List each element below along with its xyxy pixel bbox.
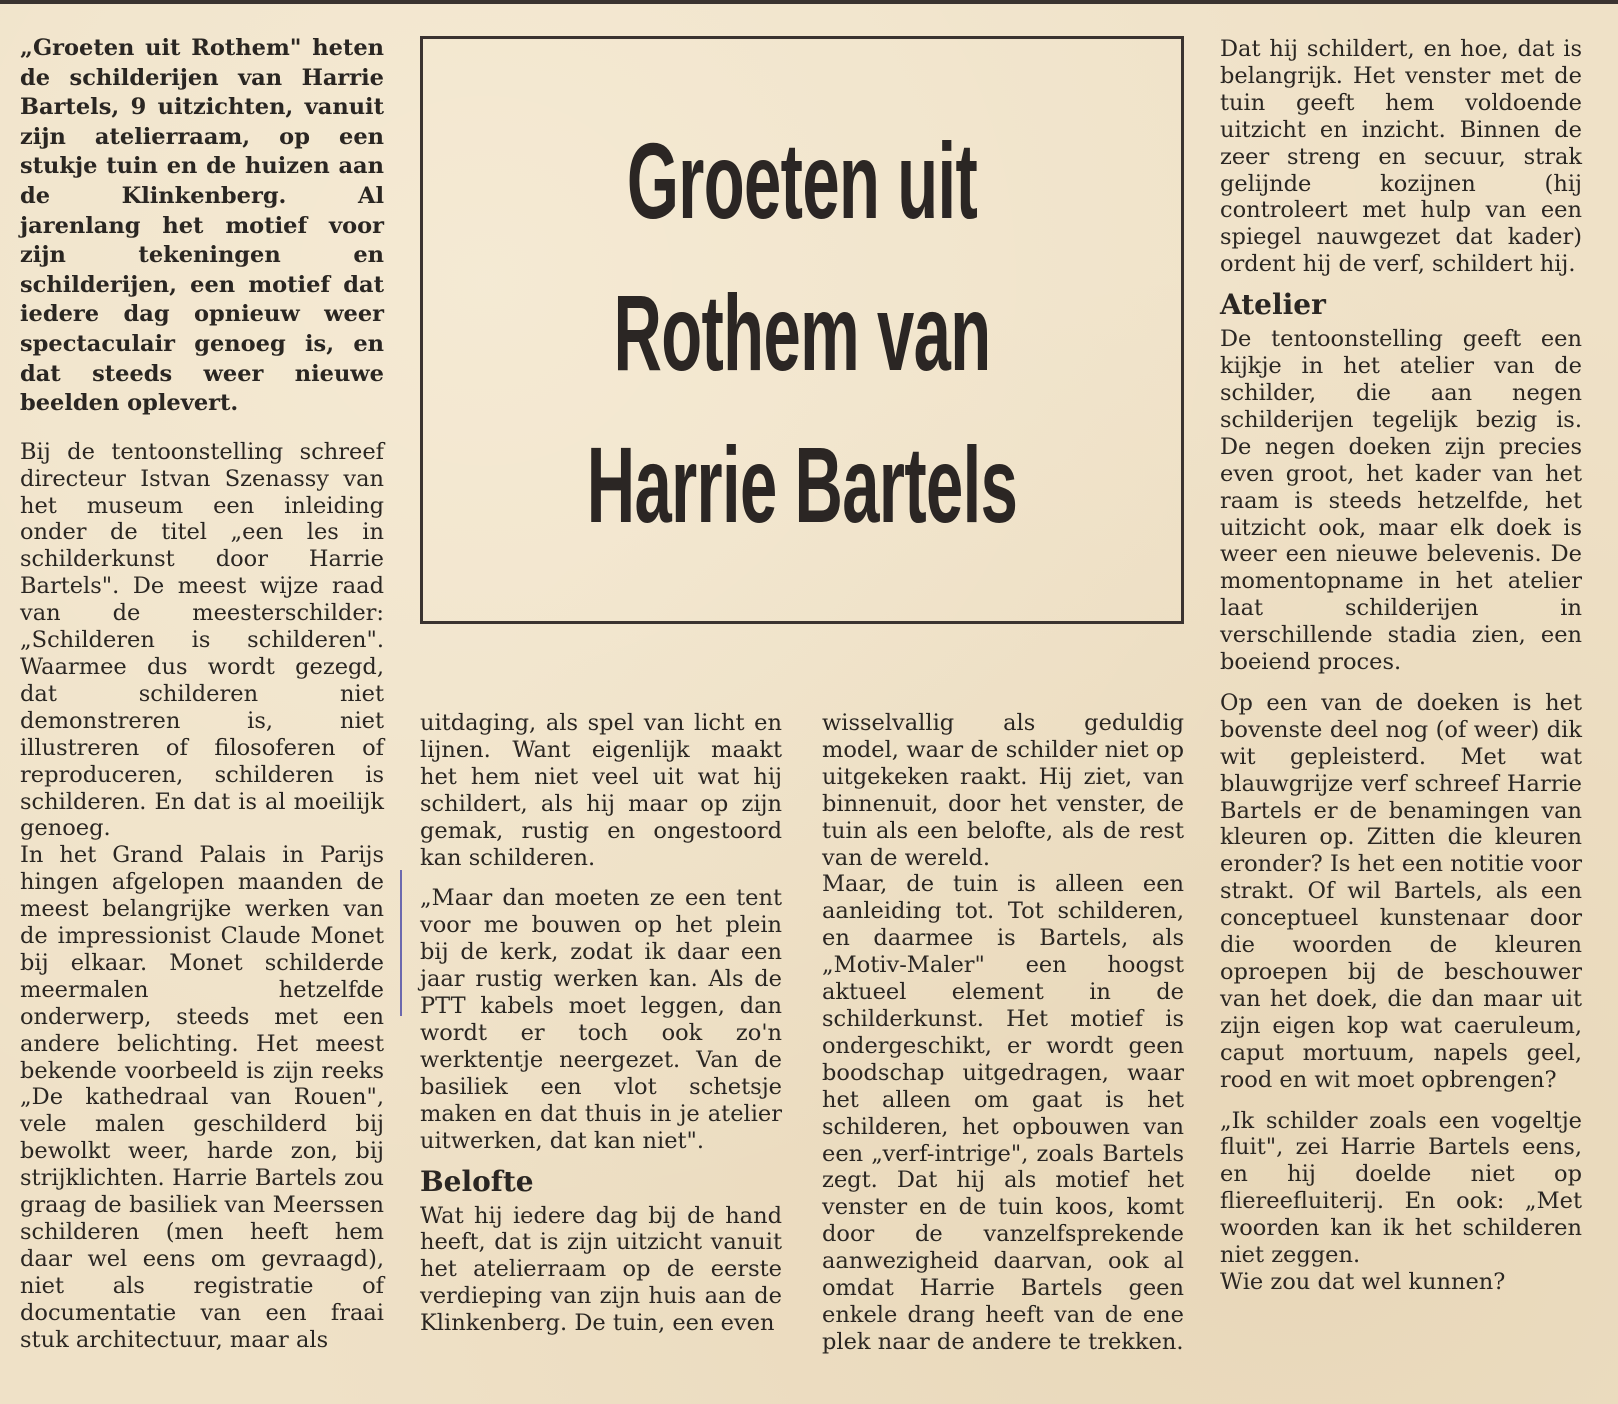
closing-line: Wie zou dat wel kunnen? [1220,1268,1506,1295]
subheading-atelier: Atelier [1220,288,1326,322]
paragraph: uitdaging, als spel van licht en lijnen. Want eigenlijk maakt het hem niet veel uit wat hij schildert, als hij maar op zijn gemak, rustig en ongestoord kan schilderen. [420,710,782,871]
paragraph: Wat hij iedere dag bij de hand heeft, dat is zijn uitzicht vanuit het atelierraam op de eerste verdieping van zijn huis aan de Klinkenberg. De tuin, een even [420,1202,782,1337]
headline-line: Groeten uit [626,120,978,241]
paragraph: wisselvallig als geduldig model, waar de schilder niet op uitgekeken raakt. Hij ziet, van binnenuit, door het venster, de tuin als een belofte, als de rest van de wereld. [822,710,1184,871]
column-1 [20,34,384,1354]
top-rule [0,0,1618,4]
paragraph: In het Grand Palais in Parijs hingen afgelopen maanden de meest belangrijke werken van de impressionist Claude Monet bij elkaar. Monet schilderde meermalen hetzelfde onderwerp, steeds met een andere belichting. Het meest bekende voorbeeld is zijn reeks „De kathedraal van Rouen", vele malen geschilderd bij bewolkt weer, harde zon, bij strijklichten. Harrie Bartels zou graag de basiliek van Meerssen schilderen (men heeft hem daar wel eens om gevraagd), niet als registratie of documentatie van een fraai stuk architectuur, maar als [20,842,384,1353]
column-2 [420,710,782,1337]
subheading-belofte: Belofte [420,1164,534,1198]
margin-mark [400,870,402,1016]
intro-paragraph: „Groeten uit Rothem" heten de schilderijen van Harrie Bartels, 9 uitzichten, vanuit zijn atelierraam, op een stukje tuin en de huizen aan de Klinkenberg. Al jarenlang het motief voor zijn tekeningen en schilderijen, een motief dat iedere dag opnieuw weer spectaculair genoeg is, en dat steeds weer nieuwe beelden oplevert. [20,35,384,417]
quote-paragraph: „Maar dan moeten ze een tent voor me bouwen op het plein bij de kerk, zodat ik daar een jaar rustig werken kan. Als de PTT kabels moet leggen, dan wordt er toch ook zo'n werktentje neergezet. Van de basiliek een vlot schetsje maken en dat thuis in je atelier uitwerken, dat kan niet". [420,885,782,1154]
quote-paragraph: „Ik schilder zoals een vogeltje fluit", zei Harrie Bartels eens, en hij doelde niet op fliereefluiterij. En ook: „Met woorden kan ik het schilderen niet zeggen. [1220,1107,1582,1269]
column-4 [1220,36,1582,1296]
headline-box [420,36,1184,624]
column-3 [822,710,1184,1356]
paragraph: Op een van de doeken is het bovenste deel nog (of weer) dik wit gepleisterd. Met wat blauwgrijze verf schreef Harrie Bartels er de benamingen van kleuren op. Zitten die kleuren eronder? Is het een notitie voor strakt. Of wil Bartels, als een conceptueel kunstenaar door die woorden de kleuren oproepen bij de beschouwer van het doek, die dan maar uit zijn eigen kop wat caeruleum, caput mortuum, napels geel, rood en wit moet opbrengen? [1220,689,1582,1093]
headline [567,105,1037,561]
paragraph: Bij de tentoonstelling schreef directeur Istvan Szenassy van het museum een inleiding onder de titel „een les in schilderkunst door Harrie Bartels". De meest wijze raad van de meesterschilder: „Schilderen is schilderen". Waarmee dus wordt gezegd, dat schilderen niet demonstreren is, niet illustreren of filosoferen of reproduceren, schilderen is schilderen. En dat is al moeilijk genoeg. [20,438,384,842]
headline-line: Rothem van [613,272,991,393]
paragraph: Maar, de tuin is alleen een aanleiding tot. Tot schilderen, en daarmee is Bartels, als „Motiv-Maler" een hoogst aktueel element in de schilderkunst. Het motief is ondergeschikt, er wordt geen boodschap uitgedragen, waar het alleen om gaat is het schilderen, het opbouwen van een „verf-intrige", zoals Bartels zegt. Dat hij als motief het venster en de tuin koos, komt door de vanzelfsprekende aanwezigheid daarvan, ook al omdat Harrie Bartels geen enkele drang heeft van de ene plek naar de andere te trekken. [822,871,1184,1355]
paragraph: Dat hij schildert, en hoe, dat is belangrijk. Het venster met de tuin geeft hem voldoende uitzicht en inzicht. Binnen de zeer streng en secuur, strak gelijnde kozijnen (hij controleert met hulp van een spiegel nauwgezet dat kader) ordent hij de verf, schildert hij. [1220,36,1582,278]
headline-line: Harrie Bartels [586,424,1018,545]
paragraph: De tentoonstelling geeft een kijkje in het atelier van de schilder, die aan negen schilderijen tegelijk bezig is. De negen doeken zijn precies even groot, het kader van het raam is steeds hetzelfde, het uitzicht ook, maar elk doek is weer een nieuwe belevenis. De momentopname in het atelier laat schilderijen in verschillende stadia zien, een boeiend proces. [1220,326,1582,676]
